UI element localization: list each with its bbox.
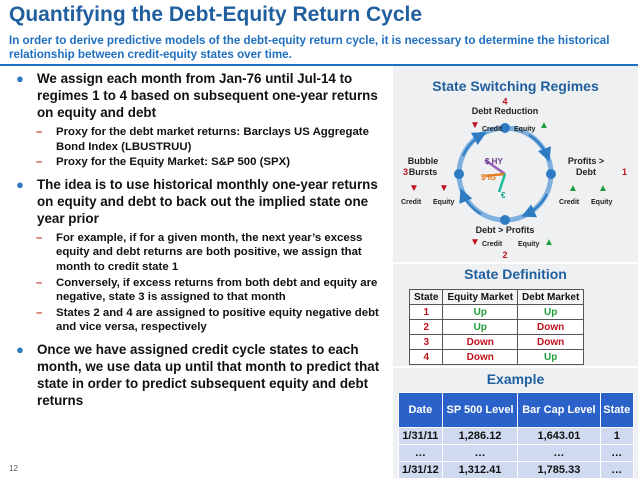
clock-hand: [499, 174, 505, 192]
arrow-up-icon: ▲: [544, 237, 554, 248]
right-credit-label: Credit: [559, 199, 580, 206]
example-table: [398, 392, 634, 479]
table-row: [410, 320, 584, 335]
panel-divider: [393, 262, 638, 264]
equity-cell: Up: [443, 320, 518, 335]
column-header: SP 500 Level: [442, 393, 518, 428]
arrow-up-icon: ▲: [568, 183, 578, 194]
bullet-icon: ●: [16, 71, 24, 86]
bullet-text: Once we have assigned credit cycle states to each month, we use data up until that month to predict that state in order to predict subsequent equity and debt returns: [37, 341, 380, 408]
debt-cell: Up: [518, 350, 584, 365]
table-row: [410, 335, 584, 350]
center-hy-label: $ HY: [485, 157, 503, 166]
bubble-bursts-label: Bubble: [407, 156, 439, 166]
sub-bullet-text: Proxy for the Equity Market: S&P 500 (SPX): [56, 156, 290, 169]
center-ig-label: $ IG: [481, 173, 497, 182]
state-cell: 4: [410, 350, 443, 365]
equity-cell: Up: [443, 305, 518, 320]
top-credit-label: Credit: [482, 126, 503, 133]
table-cell: 1,312.41: [442, 462, 518, 479]
column-header: State: [600, 393, 633, 428]
equity-cell: Down: [443, 350, 518, 365]
dash-icon: –: [36, 231, 43, 244]
state-cell: 1: [410, 305, 443, 320]
cycle-node: [546, 169, 556, 179]
state-1-number: 1: [622, 167, 628, 177]
arrow-down-icon: ▼: [409, 183, 419, 194]
sub-bullet-text: States 2 and 4 are assigned to positive equity negative debt and vice versa, respectively: [56, 306, 379, 334]
table-cell: …: [518, 445, 600, 462]
debt-cell: Down: [518, 335, 584, 350]
arrow-up-icon: ▲: [539, 120, 549, 131]
state-2-number: 2: [502, 250, 508, 260]
table-header-row: [399, 393, 634, 428]
state-definition-header: State Definition: [464, 266, 567, 282]
table-header-row: [410, 290, 584, 305]
sub-bullet-text: Conversely, if excess returns from both debt and equity are negative, state 3 is assigned to that month: [56, 276, 378, 304]
sub-bullet-item: [13, 125, 385, 154]
sub-bullet-item: [13, 276, 385, 305]
column-header: Debt Market: [518, 290, 584, 305]
left-equity-label: Equity: [433, 199, 455, 206]
dash-icon: –: [36, 306, 43, 319]
column-header: State: [410, 290, 443, 305]
bullet-list: [13, 70, 385, 413]
table-row: [399, 445, 634, 462]
arrow-down-icon: ▼: [470, 120, 480, 131]
table-cell: …: [600, 462, 633, 479]
regimes-header: State Switching Regimes: [432, 78, 599, 94]
bottom-equity-label: Equity: [518, 241, 540, 248]
sub-bullet-text: Proxy for the debt market returns: Barclays US Aggregate Bond Index (LBUSTRUU): [56, 126, 369, 153]
sub-bullet-text: For example, if for a given month, the next year’s excess equity and debt returns are both positive, we assign that month to credit state 1: [56, 231, 363, 273]
state-3-number: 3: [403, 167, 409, 177]
state-definition-table: [409, 289, 584, 365]
bullet-item: [13, 341, 385, 409]
state-cell: 2: [410, 320, 443, 335]
cycle-node: [454, 169, 464, 179]
debt-cell: Down: [518, 320, 584, 335]
arrow-up-icon: ▲: [598, 183, 608, 194]
dash-icon: –: [36, 126, 43, 138]
dash-icon: –: [36, 276, 43, 289]
table-cell: 1/31/12: [399, 462, 443, 479]
bullet-item: [13, 70, 385, 121]
sub-bullet-item: [13, 155, 385, 170]
page-title: Quantifying the Debt-Equity Return Cycle: [9, 3, 423, 26]
column-header: Date: [399, 393, 443, 428]
left-credit-label: Credit: [401, 199, 422, 206]
bottom-credit-label: Credit: [482, 241, 503, 248]
table-cell: 1,643.01: [518, 428, 600, 445]
table-row: [399, 462, 634, 479]
center-euro-label: €: [501, 191, 506, 200]
state-4-number: 4: [502, 96, 508, 107]
equity-cell: Down: [443, 335, 518, 350]
bullet-icon: ●: [16, 341, 24, 357]
table-cell: 1,785.33: [518, 462, 600, 479]
table-row: [399, 428, 634, 445]
bullet-text: The idea is to use historical monthly one-year returns on equity and debt to back out the implied state one year prior: [37, 176, 378, 226]
bullet-text: We assign each month from Jan-76 until Jul-14 to regimes 1 to 4 based on subsequent one-year returns on equity and debt: [37, 71, 378, 120]
table-row: [410, 350, 584, 365]
table-row: [410, 305, 584, 320]
table-cell: 1,286.12: [442, 428, 518, 445]
table-cell: 1/31/11: [399, 428, 443, 445]
table-cell: …: [600, 445, 633, 462]
column-header: Bar Cap Level: [518, 393, 600, 428]
arrow-down-icon: ▼: [470, 237, 480, 248]
profits-debt-label: Profits >: [567, 156, 605, 166]
table-cell: …: [399, 445, 443, 462]
sub-bullet-item: [13, 231, 385, 275]
table-cell: 1: [600, 428, 633, 445]
bullet-item: [13, 176, 385, 227]
panel-divider: [393, 366, 638, 368]
bullet-icon: ●: [16, 176, 24, 192]
debt-reduction-label: Debt Reduction: [471, 106, 539, 116]
table-cell: …: [442, 445, 518, 462]
profits-debt-label: Debt: [576, 167, 596, 177]
sub-bullet-item: [13, 306, 385, 335]
debt-cell: Up: [518, 305, 584, 320]
example-header: Example: [486, 371, 545, 387]
debt-profits-label: Debt > Profits: [475, 225, 535, 235]
column-header: Equity Market: [443, 290, 518, 305]
dash-icon: –: [36, 156, 43, 169]
right-equity-label: Equity: [591, 199, 613, 206]
state-cell: 3: [410, 335, 443, 350]
top-equity-label: Equity: [514, 126, 536, 133]
bubble-bursts-label: Bursts: [408, 167, 438, 177]
page-subtitle: In order to derive predictive models of the debt-equity return cycle, it is necessary to determine the historical relationship between credit-equity states over time.: [9, 34, 610, 61]
cycle-node: [500, 215, 510, 225]
arrow-down-icon: ▼: [439, 183, 449, 194]
regime-cycle-diagram: [393, 94, 638, 260]
page-number: 12: [9, 464, 18, 473]
